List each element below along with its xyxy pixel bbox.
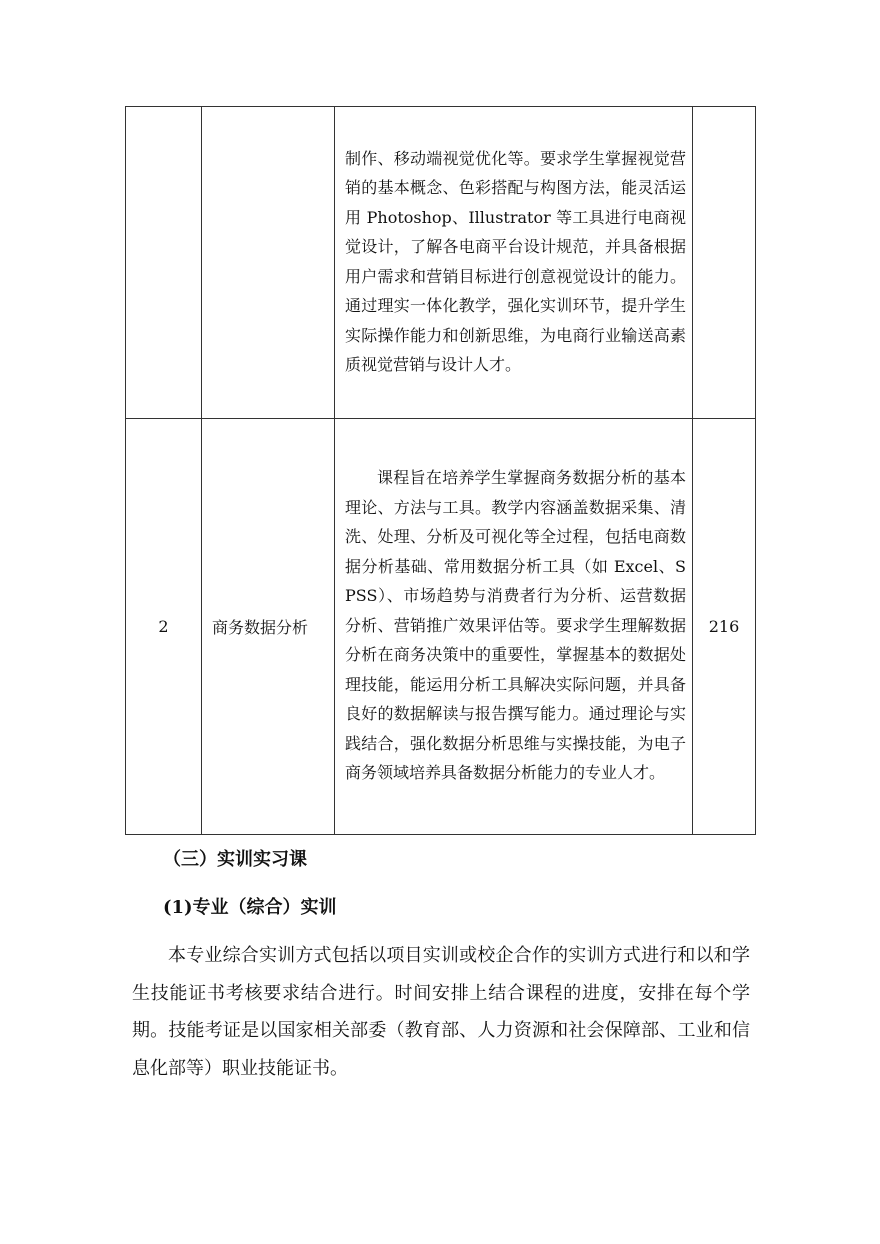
section-heading: （三）实训实习课: [163, 849, 307, 870]
course-hours: [693, 107, 756, 419]
description-text: 制作、移动端视觉优化等。要求学生掌握视觉营销的基本概念、色彩搭配与构图方法，能灵活运用 Photoshop、Illustrator 等工具进行电商视觉设计，了解各电商平台设计规范，并具备根据用户需求和营销目标进行创意视觉设计的能力。通过理实一体化教学，强化实训环节，提升学生实际操作能力和创新思维，为电商行业输送高素质视觉营销与设计人才。: [345, 148, 686, 374]
course-description: [335, 107, 693, 419]
body-paragraph: 本专业综合实训方式包括以项目实训或校企合作的实训方式进行和以和学生技能证书考核要求结合进行。时间安排上结合课程的进度，安排在每个学期。技能考证是以国家相关部委（教育部、人力资源和社会保障部、工业和信息化部等）职业技能证书。: [132, 945, 750, 1079]
table-row: [126, 419, 756, 835]
row-number: [126, 107, 202, 419]
course-name: [202, 107, 335, 419]
course-table: [125, 106, 756, 835]
description-text: 课程旨在培养学生掌握商务数据分析的基本理论、方法与工具。教学内容涵盖数据采集、清洗、处理、分析及可视化等全过程，包括电商数据分析基础、常用数据分析工具（如 Excel、SPSS）、市场趋势与消费者行为分析、运营数据分析、营销推广效果评估等。要求学生理解数据分析在商务决策中的重要性，掌握基本的数据处理技能，能运用分析工具解决实际问题，并具备良好的数据解读与报告撰写能力。通过理论与实践结合，强化数据分析思维与实操技能，为电子商务领域培养具备数据分析能力的专业人才。: [345, 468, 686, 783]
course-description: [335, 419, 693, 835]
course-name: 商务数据分析: [202, 419, 335, 835]
row-number: 2: [126, 419, 202, 835]
sub-heading: (1)专业（综合）实训: [163, 897, 337, 918]
course-hours: 216: [693, 419, 756, 835]
table-row: [126, 107, 756, 419]
